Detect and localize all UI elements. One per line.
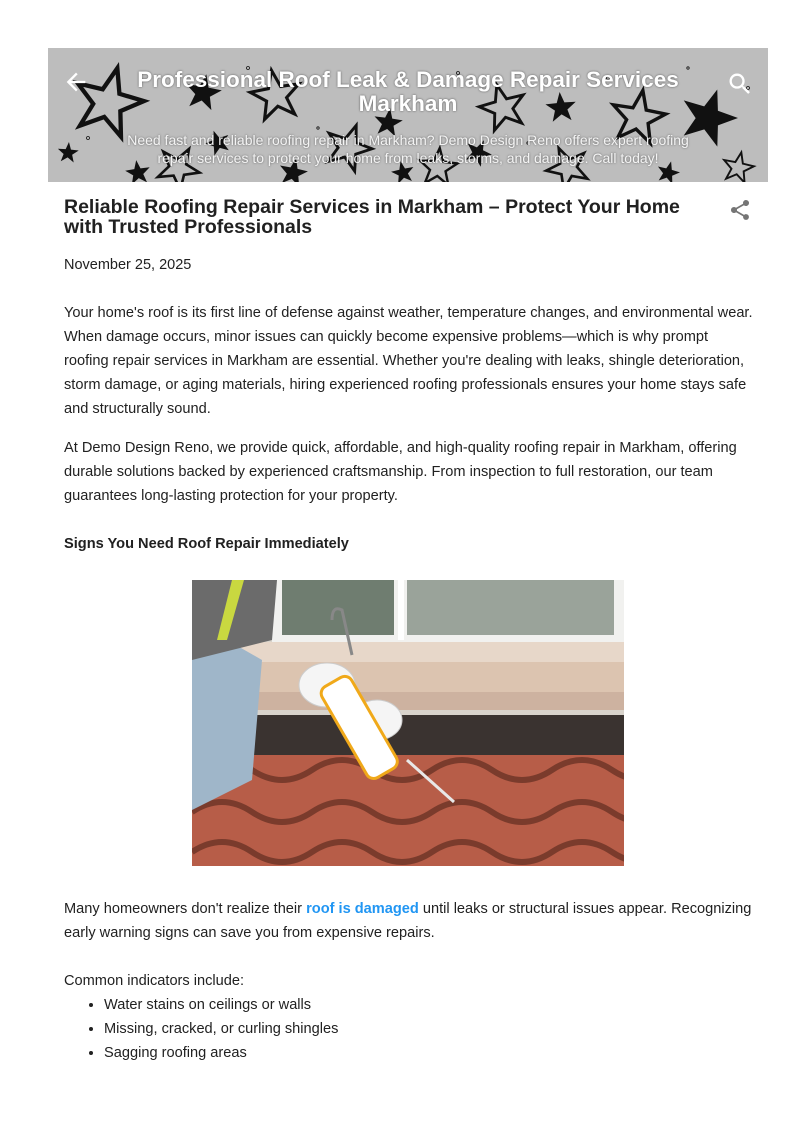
post-title: Reliable Roofing Repair Services in Markham – Protect Your Home with Trusted Professionals <box>64 196 680 238</box>
blog-title[interactable]: Professional Roof Leak & Damage Repair Services Markham <box>137 67 679 116</box>
share-button[interactable] <box>728 198 752 222</box>
list-item: • Missing, cracked, or curling shingles <box>104 1017 338 1041</box>
blog-description: Need fast and reliable roofing repair in Markham? Demo Design Reno offers expert roofing repair services to protect your home from leaks, storms, and damage. Call today! <box>127 132 689 166</box>
share-icon <box>728 198 752 222</box>
blog-header <box>48 48 768 182</box>
list-item: • Water stains on ceilings or walls <box>104 993 338 1017</box>
arrow-left-icon <box>62 68 90 96</box>
post-date: November 25, 2025 <box>64 257 192 273</box>
intro-paragraph: Your home's roof is its first line of defense against weather, temperature changes, and environmental wear. When damage occurs, minor issues can quickly become expensive problems—which is why prompt roofing repair services in Markham are essential. Whether you're dealing with leaks, shingle deterioration, storm damage, or aging materials, hiring experienced roofing professionals ensures your home stays safe and structurally sound. <box>64 305 753 417</box>
search-icon <box>726 70 754 98</box>
indicators-list <box>64 993 338 1065</box>
section-heading: Signs You Need Roof Repair Immediately <box>64 536 349 552</box>
list-item: • Sagging roofing areas <box>104 1041 338 1065</box>
indicators-intro: Common indicators include: <box>64 973 245 989</box>
back-button[interactable] <box>62 68 90 96</box>
roof-sealing-illustration <box>192 580 624 866</box>
warning-paragraph: Many homeowners don't realize their roof is damaged until leaks or structural issues appear. Recognizing early warning signs can save you from expensive repairs. <box>64 901 752 941</box>
roof-damaged-link[interactable]: roof is damaged <box>306 901 419 917</box>
roof-repair-photo <box>192 580 624 866</box>
company-paragraph: At Demo Design Reno, we provide quick, affordable, and high-quality roofing repair in Markham, offering durable solutions backed by experienced craftsmanship. From inspection to full restoration, our team guarantees long-lasting protection for your property. <box>64 440 737 504</box>
search-button[interactable] <box>726 70 754 98</box>
